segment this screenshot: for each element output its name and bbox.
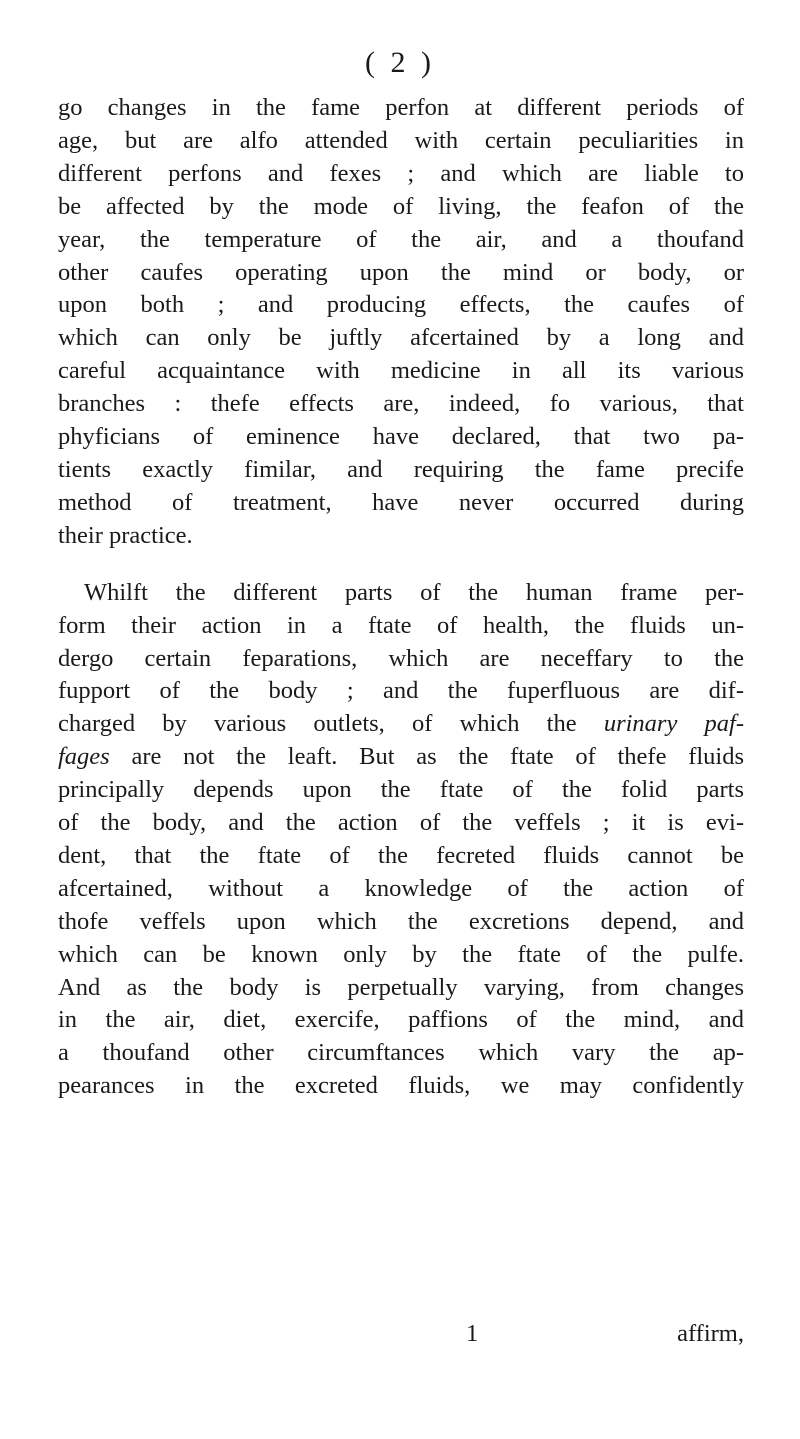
signature-mark: 1 [466,1320,479,1347]
text-line: principally depends upon the ftate of the folid parts [58,776,744,804]
catchword: affirm, [677,1320,744,1347]
page-footer [58,1320,744,1354]
text-line: be affected by the mode of living, the feafon of the [58,192,744,220]
text-line: And as the body is perpetually varying, from changes [58,973,744,1001]
text-line: tients exactly fimilar, and requiring the fame precife [58,455,744,483]
text-line: Whilft the different parts of the human frame per- [84,578,744,606]
text-line: go changes in the fame perfon at different periods of [58,94,744,121]
text-line: their practice. [58,521,193,549]
text-line: which can only be juftly afcertained by a long and [58,324,744,352]
text-line: age, but are alfo attended with certain peculiarities in [58,126,744,154]
text-line: different perfons and fexes ; and which are liable to [58,159,744,187]
paragraph-gap [58,553,744,577]
text-line: other caufes operating upon the mind or body, or [58,258,744,286]
text-line: year, the temperature of the air, and a thoufand [58,225,744,253]
text-segment: charged by various outlets, of which the [58,710,604,738]
text-line: thofe veffels upon which the excretions depend, and [58,907,744,935]
text-line: dent, that the ftate of the fecreted fluids cannot be [58,841,744,869]
italic-term: fages [58,743,110,771]
text-line: in the air, diet, exercife, paffions of the mind, and [58,1006,744,1034]
text-line: of the body, and the action of the veffels ; it is evi- [58,809,744,837]
text-line: which can be known only by the ftate of the pulfe. [58,940,744,968]
text-line: method of treatment, have never occurred during [58,488,744,516]
text-line: phyficians of eminence have declared, that two pa- [58,423,744,451]
page-number-header: ( 2 ) [365,46,435,79]
text-line: pearances in the excreted fluids, we may confidently [58,1072,744,1100]
text-line: fupport of the body ; and the fuperfluous are dif- [58,677,744,705]
text-line: careful acquaintance with medicine in all its various [58,357,744,385]
text-line: form their action in a ftate of health, the fluids un- [58,611,744,639]
text-line: upon both ; and producing effects, the caufes of [58,291,744,319]
text-line: dergo certain feparations, which are neceffary to the [58,644,744,672]
paragraph-2 [58,577,744,1104]
italic-term: urinary paf- [603,710,744,738]
text-line [58,741,744,774]
body-text [58,92,744,1103]
text-segment: are not the leaft. But as the ftate of thefe fluids [109,743,744,771]
text-line [58,708,744,741]
text-line: branches : thefe effects are, indeed, fo various, that [58,390,744,418]
text-line: afcertained, without a knowledge of the action of [58,874,744,902]
paragraph-1 [58,92,744,553]
text-line: a thoufand other circumftances which vary the ap- [58,1039,744,1067]
